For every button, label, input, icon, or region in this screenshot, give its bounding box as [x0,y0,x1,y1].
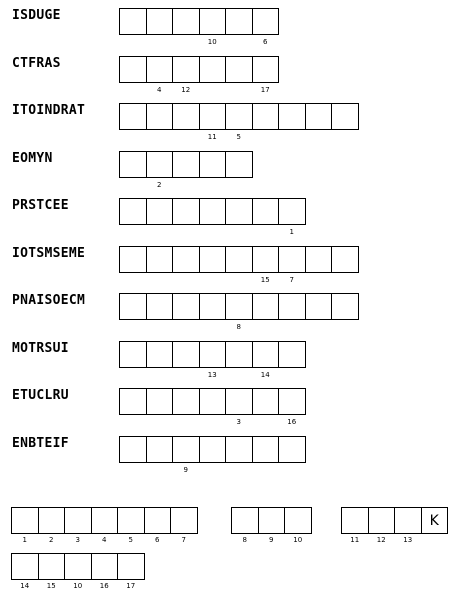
letter-box[interactable] [199,388,227,415]
answer-box[interactable] [231,507,259,544]
letter-box[interactable] [225,388,253,426]
letter-box[interactable] [225,8,253,35]
letter-boxes [119,246,358,284]
letter-box[interactable] [252,293,280,320]
letter-box[interactable] [119,388,147,415]
letter-box[interactable] [119,151,147,178]
letter-box[interactable] [252,8,280,46]
answer-box[interactable] [258,507,286,544]
box-number: 11 [350,536,360,544]
letter-box[interactable] [225,293,253,331]
letter-box[interactable] [172,388,200,415]
letter-boxes [119,293,358,331]
letter-box[interactable] [199,246,227,273]
letter-box[interactable] [172,246,200,273]
letter-box[interactable] [172,8,200,35]
letter-box[interactable] [225,103,253,141]
letter-box[interactable] [199,341,227,379]
letter-box[interactable] [225,436,253,463]
answer-box[interactable] [117,507,145,544]
letter-box[interactable] [305,246,333,273]
letter-box[interactable] [172,103,200,130]
letter-box[interactable] [278,293,306,320]
box-number: 15 [46,582,56,590]
answer-box[interactable] [11,553,39,590]
letter-box[interactable] [252,436,280,463]
box-number: 9 [183,466,188,474]
answer-box[interactable] [11,507,39,544]
box-number: 12 [181,86,191,94]
word-row [0,103,470,147]
box-number: 3 [75,536,80,544]
scrambled-word: ITOINDRAT [12,103,86,118]
answer-word [11,553,144,590]
letter-box[interactable] [119,103,147,130]
word-row [0,341,470,385]
scrambled-word: PNAISOECM [12,293,86,308]
letter-box[interactable] [199,293,227,320]
letter-box[interactable] [225,246,253,273]
answer-box[interactable] [394,507,422,544]
letter-box[interactable] [331,293,359,320]
answer-box[interactable] [341,507,369,544]
box-number: 11 [207,133,217,141]
box-number: 7 [289,276,294,284]
letter-box[interactable] [146,8,174,35]
box-number: 2 [49,536,54,544]
letter-box[interactable] [199,198,227,225]
letter-box[interactable] [146,246,174,273]
word-row [0,56,470,100]
box-number: 15 [260,276,270,284]
box-number: 5 [236,133,241,141]
box-number: 4 [157,86,162,94]
answer-word [11,507,197,544]
letter-boxes [119,198,305,236]
answer-box[interactable] [368,507,396,544]
answer-box[interactable] [284,507,312,544]
letter-boxes [119,56,278,94]
letter-boxes [119,341,305,379]
box-number: 13 [207,371,217,379]
letter-box[interactable] [278,246,306,284]
letter-box[interactable] [119,341,147,368]
box-number: 6 [155,536,160,544]
letter-box[interactable] [278,436,306,463]
letter-box[interactable] [225,151,253,178]
letter-box[interactable] [252,246,280,284]
letter-box[interactable] [225,198,253,225]
letter-box[interactable] [252,388,280,415]
answer-box[interactable] [91,553,119,590]
box-number: 6 [263,38,268,46]
letter-box[interactable] [305,293,333,320]
scrambled-word: ETUCLRU [12,388,69,403]
letter-box[interactable] [146,151,174,189]
letter-box[interactable] [146,103,174,130]
letter-box[interactable] [172,436,200,474]
letter-box[interactable] [199,151,227,178]
word-row [0,198,470,242]
letter-box[interactable] [146,293,174,320]
scrambled-word: CTFRAS [12,56,61,71]
letter-box[interactable] [172,56,200,94]
letter-box[interactable] [146,56,174,94]
answer-box[interactable] [117,553,145,590]
letter-box[interactable] [172,198,200,225]
box-number: 13 [403,536,413,544]
letter-box[interactable] [119,293,147,320]
letter-box[interactable] [331,246,359,273]
box-number: 10 [73,582,83,590]
letter-box[interactable] [119,246,147,273]
answer-box[interactable] [38,553,66,590]
box-number: 10 [207,38,217,46]
scrambled-word: IOTSMSEME [12,246,86,261]
scrambled-word: ISDUGE [12,8,61,23]
box-number: 12 [376,536,386,544]
answer-box[interactable] [421,507,449,534]
letter-boxes [119,436,305,474]
answer-word [341,507,447,544]
letter-box[interactable] [119,436,147,463]
letter-box[interactable] [225,341,253,368]
letter-boxes [119,8,278,46]
answer-box[interactable] [38,507,66,544]
letter-box[interactable] [225,56,253,83]
letter-box[interactable] [331,103,359,130]
scrambled-word: EOMYN [12,151,53,166]
letter-box[interactable] [278,341,306,368]
box-number: 17 [126,582,136,590]
letter-box[interactable] [172,341,200,368]
letter-box[interactable] [199,103,227,141]
letter-box[interactable] [252,56,280,94]
letter-box[interactable] [172,293,200,320]
box-number: 3 [236,418,241,426]
scrambled-word: PRSTCEE [12,198,69,213]
box-number: 7 [181,536,186,544]
letter-box[interactable] [199,436,227,463]
scrambled-word: ENBTEIF [12,436,69,451]
box-number: 5 [128,536,133,544]
scrambled-word: MOTRSUI [12,341,69,356]
box-number: 10 [293,536,303,544]
box-number: 9 [269,536,274,544]
box-number: 8 [242,536,247,544]
word-row [0,293,470,337]
box-number: 2 [157,181,162,189]
box-number: 8 [236,323,241,331]
letter-box[interactable] [119,8,147,35]
letter-box[interactable] [278,388,306,426]
letter-box[interactable] [305,103,333,130]
box-number: 17 [260,86,270,94]
box-number: 4 [102,536,107,544]
letter-box[interactable] [199,8,227,46]
box-number: 14 [20,582,30,590]
letter-box[interactable] [252,341,280,379]
letter-box[interactable] [146,198,174,225]
answer-box[interactable] [170,507,198,544]
letter-box[interactable] [146,436,174,463]
letter-boxes [119,103,358,141]
letter-box[interactable] [252,198,280,225]
letter-box[interactable] [119,198,147,225]
box-number: 1 [289,228,294,236]
letter-boxes [119,388,305,426]
letter-box[interactable] [278,103,306,130]
letter-box[interactable] [278,198,306,236]
letter-box[interactable] [199,56,227,83]
answer-box[interactable] [64,507,92,544]
letter-box[interactable] [252,103,280,130]
given-letter: K [429,512,439,529]
word-row [0,436,470,480]
box-number: 16 [287,418,297,426]
letter-box[interactable] [146,388,174,415]
word-row [0,388,470,432]
box-number: 16 [99,582,109,590]
answer-word [231,507,311,544]
letter-box[interactable] [119,56,147,83]
letter-box[interactable] [146,341,174,368]
letter-box[interactable] [172,151,200,178]
answer-box[interactable] [64,553,92,590]
box-number: 14 [260,371,270,379]
word-row [0,151,470,195]
answer-box[interactable] [144,507,172,544]
box-number: 1 [22,536,27,544]
word-row [0,8,470,52]
word-row [0,246,470,290]
answer-box[interactable] [91,507,119,544]
letter-boxes [119,151,252,189]
